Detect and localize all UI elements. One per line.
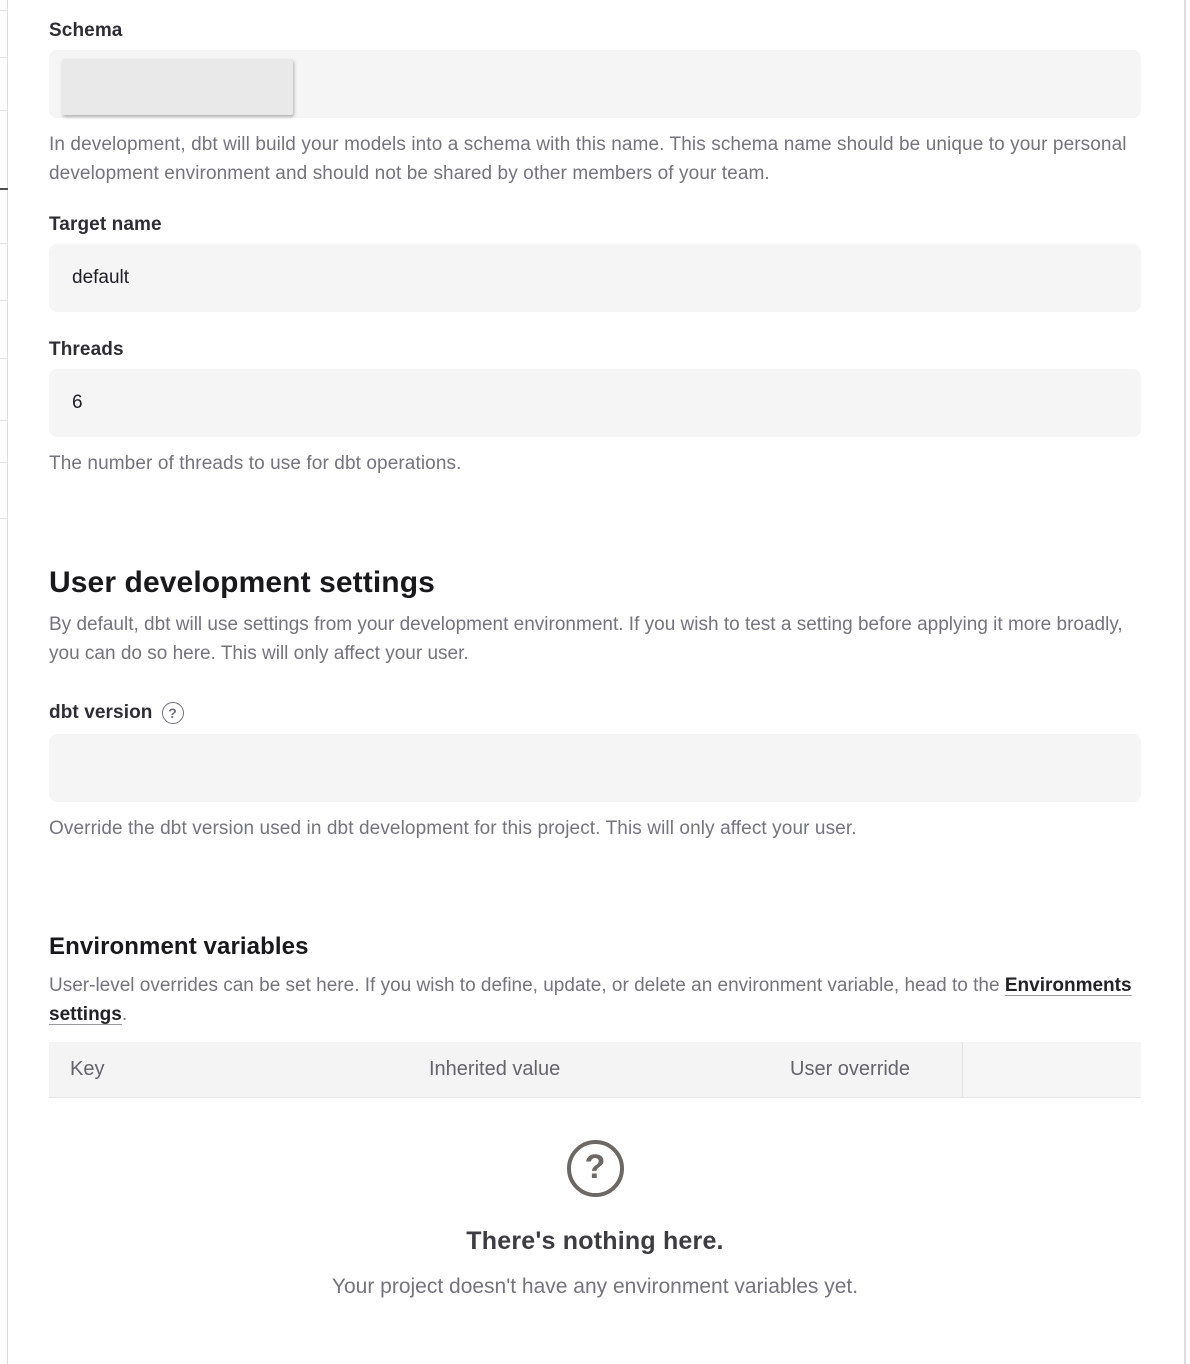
help-icon[interactable]: ? [162, 702, 184, 724]
settings-page [49, 0, 1141, 1299]
user-development-settings-title: User development settings [49, 566, 435, 599]
left-edge-tick [0, 420, 8, 421]
left-edge-tick [0, 518, 8, 519]
env-description-prefix: User-level overrides can be set here. If you wish to define, update, or delete an environment variable, head to the [49, 975, 1005, 996]
left-edge-tick [0, 300, 8, 301]
left-panel-edge [0, 0, 8, 1364]
question-mark-icon: ? [567, 1140, 624, 1197]
threads-help-text: The number of threads to use for dbt operations. [49, 453, 462, 474]
column-header-user-override: User override [790, 1058, 911, 1080]
environment-variables-title: Environment variables [49, 933, 309, 960]
dbt-version-label: dbt version [49, 702, 153, 723]
user-development-settings-description: By default, dbt will use settings from your development environment. If you wish to test a setting before applying it more broadly, you can do so here. This will only affect your user. [49, 614, 1123, 664]
target-name-label: Target name [49, 214, 162, 235]
column-header-key: Key [70, 1058, 105, 1080]
left-edge-tick [0, 110, 8, 111]
threads-input[interactable] [49, 369, 1141, 437]
env-description-suffix: . [121, 1004, 128, 1025]
environments-settings-link[interactable]: Environments settings [49, 975, 1132, 1025]
threads-label: Threads [49, 339, 124, 360]
left-edge-tick [0, 243, 8, 244]
column-header-inherited-value: Inherited value [429, 1058, 561, 1080]
env-vars-table-header [49, 1042, 1141, 1098]
schema-help-text: In development, dbt will build your models into a schema with this name. This schema name should be unique to your personal development environment and should not be shared by other members of your team. [49, 134, 1127, 184]
left-edge-tick [0, 10, 8, 11]
empty-state-title: There's nothing here. [466, 1227, 724, 1255]
left-edge-tick [0, 188, 8, 190]
environment-variables-description [49, 971, 1141, 1029]
left-edge-tick [0, 57, 8, 58]
dbt-version-help-text: Override the dbt version used in dbt development for this project. This will only affect your user. [49, 818, 857, 839]
left-edge-tick [0, 358, 8, 359]
redacted-schema-value [62, 59, 293, 115]
empty-state-subtitle: Your project doesn't have any environment variables yet. [331, 1275, 859, 1298]
schema-label: Schema [49, 20, 123, 41]
left-edge-tick [0, 462, 8, 463]
dbt-version-input[interactable] [49, 734, 1141, 802]
env-vars-empty-state [49, 1140, 1141, 1299]
panel-divider-line [1184, 0, 1186, 1364]
column-header-actions [962, 1042, 1141, 1097]
target-name-input[interactable] [49, 244, 1141, 312]
schema-input[interactable] [49, 50, 1141, 118]
